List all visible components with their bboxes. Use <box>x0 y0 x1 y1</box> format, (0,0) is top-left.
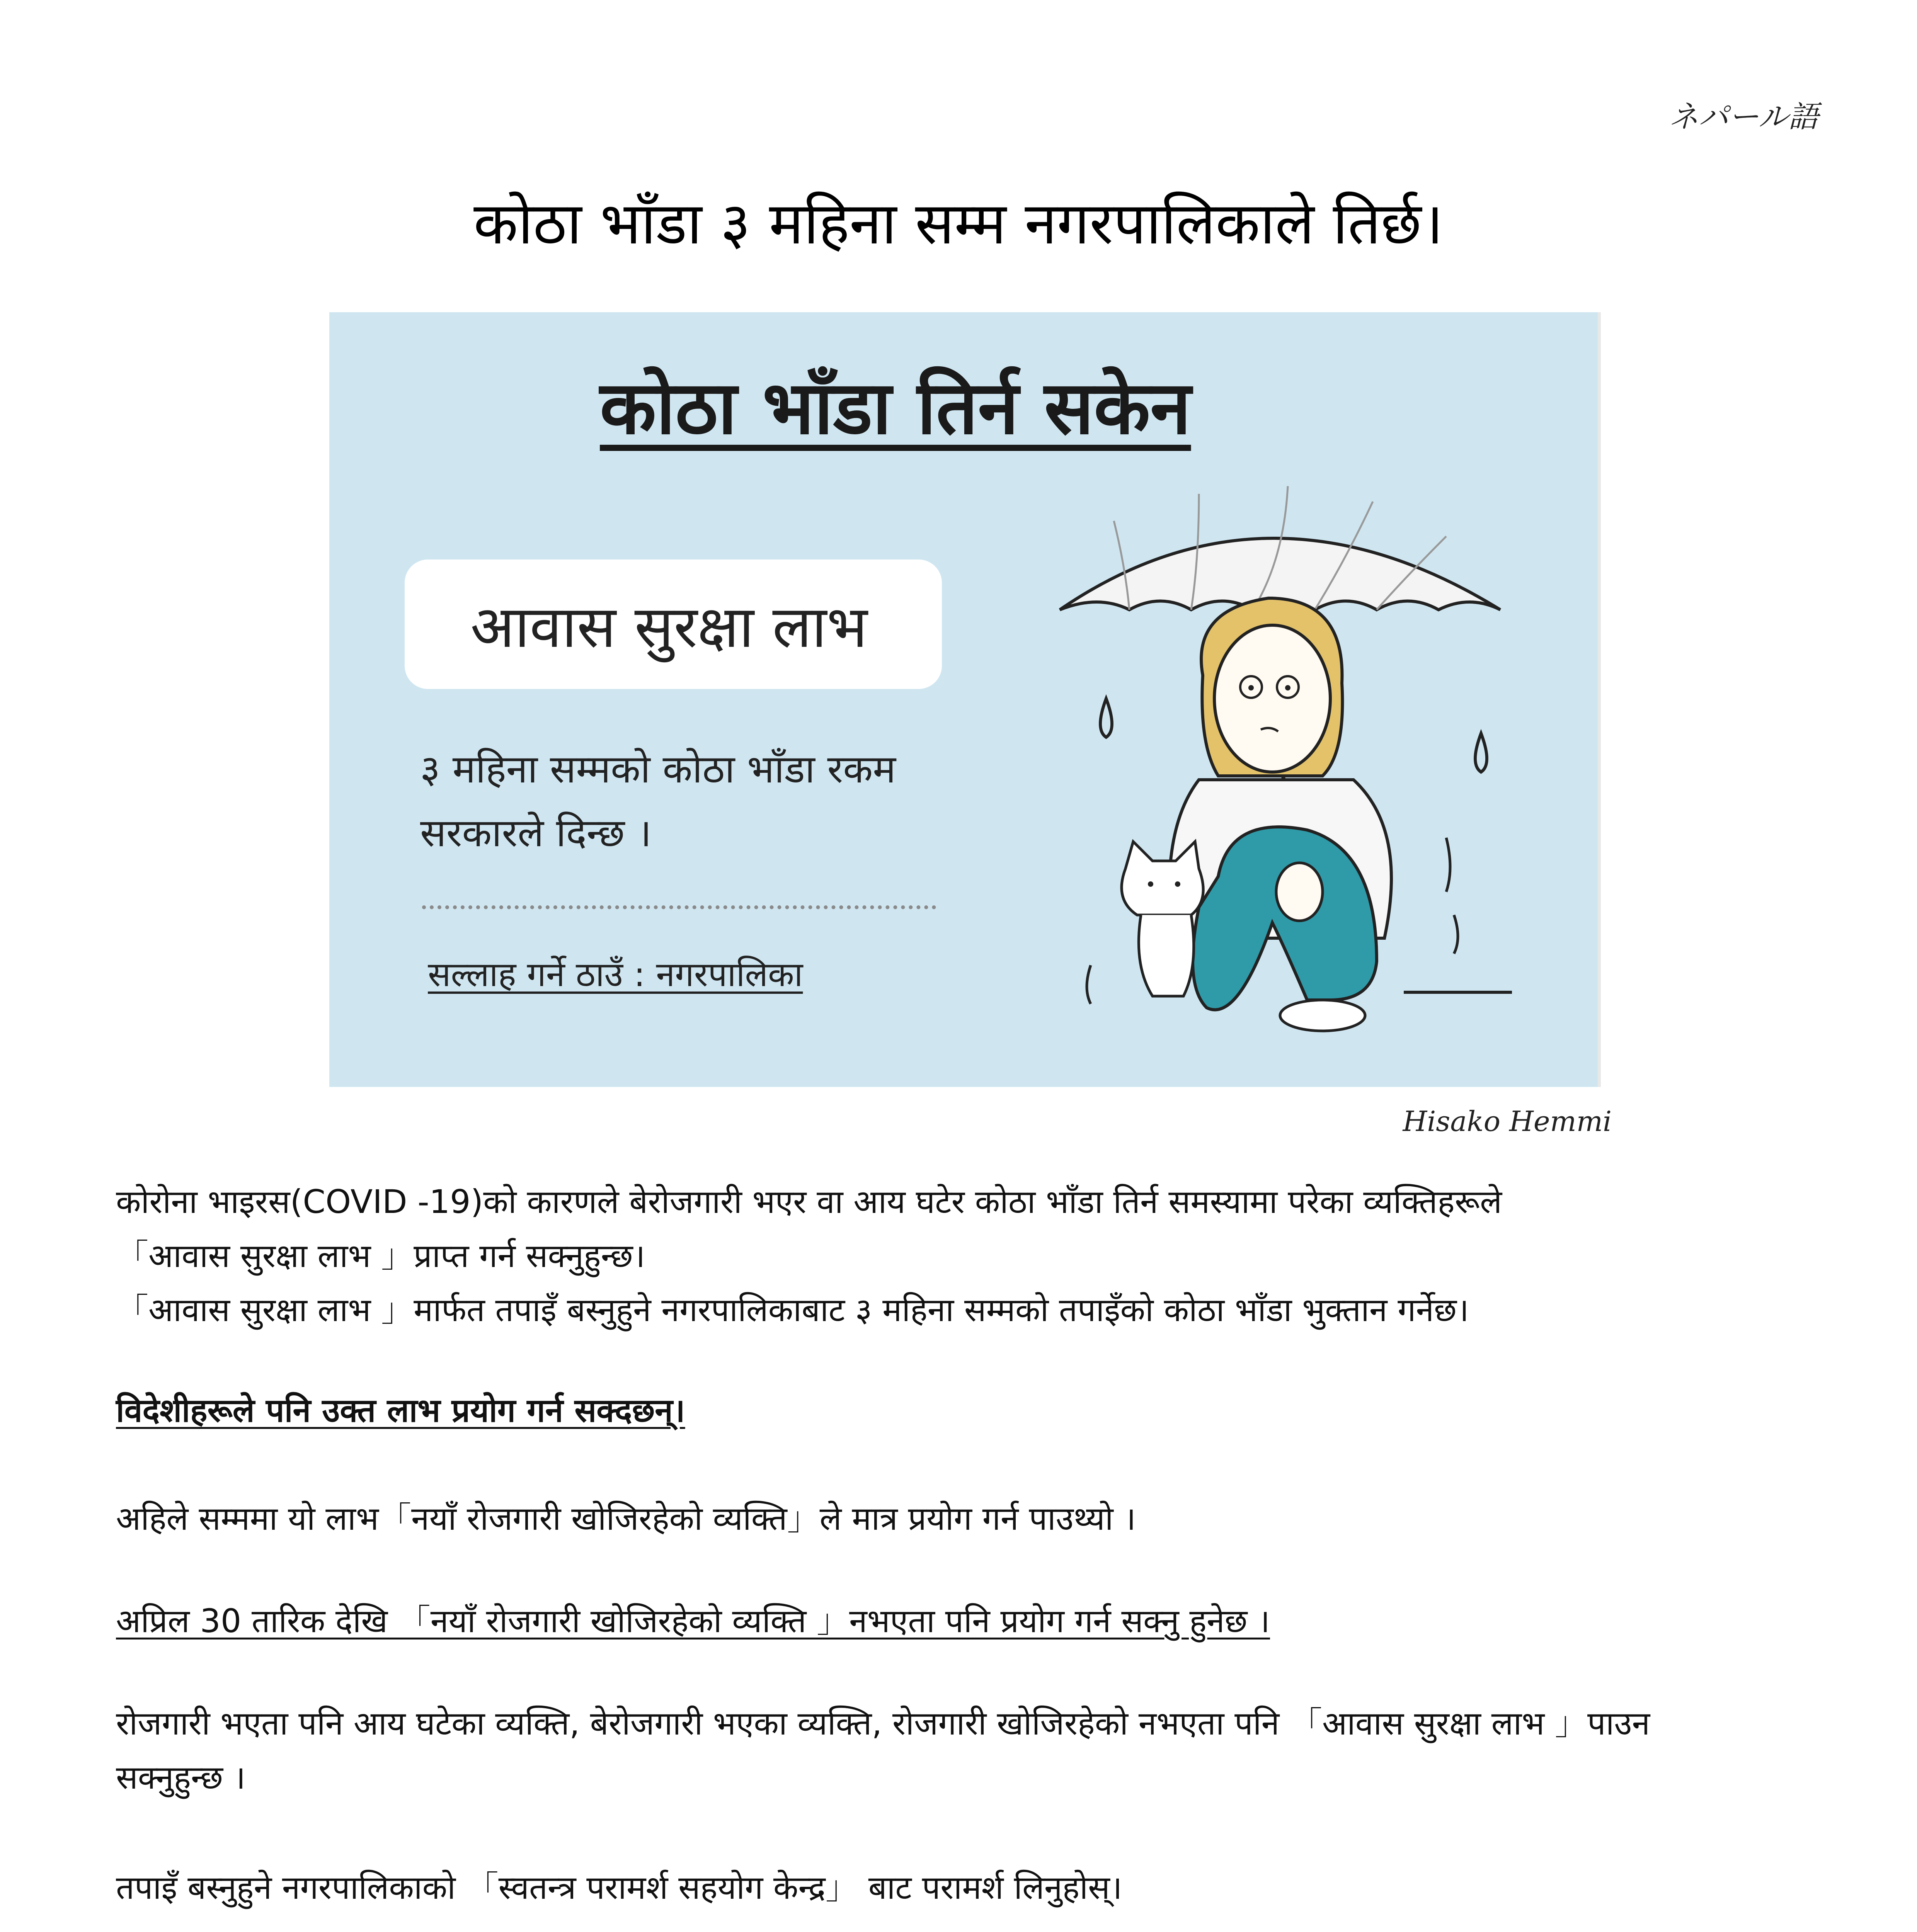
paragraph-april: अप्रिल 30 तारिक देखि 「नयाँ रोजगारी खोजिरहेको व्यक्ति 」नभएता पनि प्रयोग गर्न सक्नु हुनेछ । <box>116 1602 1270 1640</box>
illustration <box>329 312 1601 1087</box>
language-label: ネパール語 <box>1668 100 1818 134</box>
paragraph-line: 「आवास सुरक्षा लाभ 」प्राप्त गर्न सक्नुहुन्छ। <box>116 1237 645 1275</box>
page-title: कोठा भाँडा ३ महिना सम्म नगरपालिकाले तिर्छ। <box>473 190 1444 257</box>
paragraph-line: रोजगारी भएता पनि आय घटेका व्यक्ति, बेरोजगारी भएका व्यक्ति, रोजगारी खोजिरहेको नभएता पनि 「आवास सुरक्षा लाभ 」पाउन <box>116 1704 1650 1742</box>
raindrop-icon <box>1100 699 1112 737</box>
paragraph-line: कोरोना भाइरस(COVID -19)को कारणले बेरोजगारी भएर वा आय घटेर कोठा भाँडा तिर्न समस्यामा परेका व्यक्तिहरूले <box>116 1183 1502 1221</box>
illustration-body-line: ३ महिना सम्मको कोठा भाँडा रकम <box>420 747 896 792</box>
paragraph-line <box>116 1926 1817 1932</box>
illustration-heading: कोठा भाँडा तिर्न सकेन <box>600 365 1191 451</box>
illustration-body-line: सरकारले दिन्छ । <box>420 810 652 855</box>
paragraph-eligibility <box>116 1696 1817 1804</box>
dotted-divider <box>422 905 936 909</box>
paragraph-line: तपाइँ बस्नुहुने नगरपालिकाको 「स्वतन्त्र परामर्श सहयोग केन्द्र」 बाट परामर्श लिनुहोस्। <box>116 1869 1122 1906</box>
cat-icon <box>1122 842 1203 915</box>
consult-place: सल्लाह गर्ने ठाउँ : नगरपालिका <box>428 954 803 994</box>
illustration-credit: Hisako Hemmi <box>1403 1105 1612 1138</box>
raindrop-icon <box>1475 733 1487 772</box>
paragraph-consult <box>116 1861 1817 1932</box>
paragraph-line: सक्नुहुन्छ । <box>116 1759 246 1796</box>
paragraph-foreigners: विदेशीहरूले पनि उक्त लाभ प्रयोग गर्न सक्दछन्। <box>116 1391 685 1429</box>
illustration-body <box>420 737 896 865</box>
benefit-box <box>405 560 942 689</box>
benefit-box-label: आवास सुरक्षा लाभ <box>470 593 868 661</box>
paragraph-intro <box>116 1175 1817 1337</box>
paragraph-line: 「आवास सुरक्षा लाभ 」मार्फत तपाइँ बस्नुहुने नगरपालिकाबाट ३ महिना सम्मको तपाइँको कोठा भाँडा भुक्तान गर्नेछ। <box>116 1291 1469 1329</box>
woman-with-umbrella-figure <box>1037 482 1520 1062</box>
paragraph-previous: अहिले सम्ममा यो लाभ「नयाँ रोजगारी खोजिरहेको व्यक्ति」ले मात्र प्रयोग गर्न पाउथ्यो । <box>116 1500 1136 1537</box>
